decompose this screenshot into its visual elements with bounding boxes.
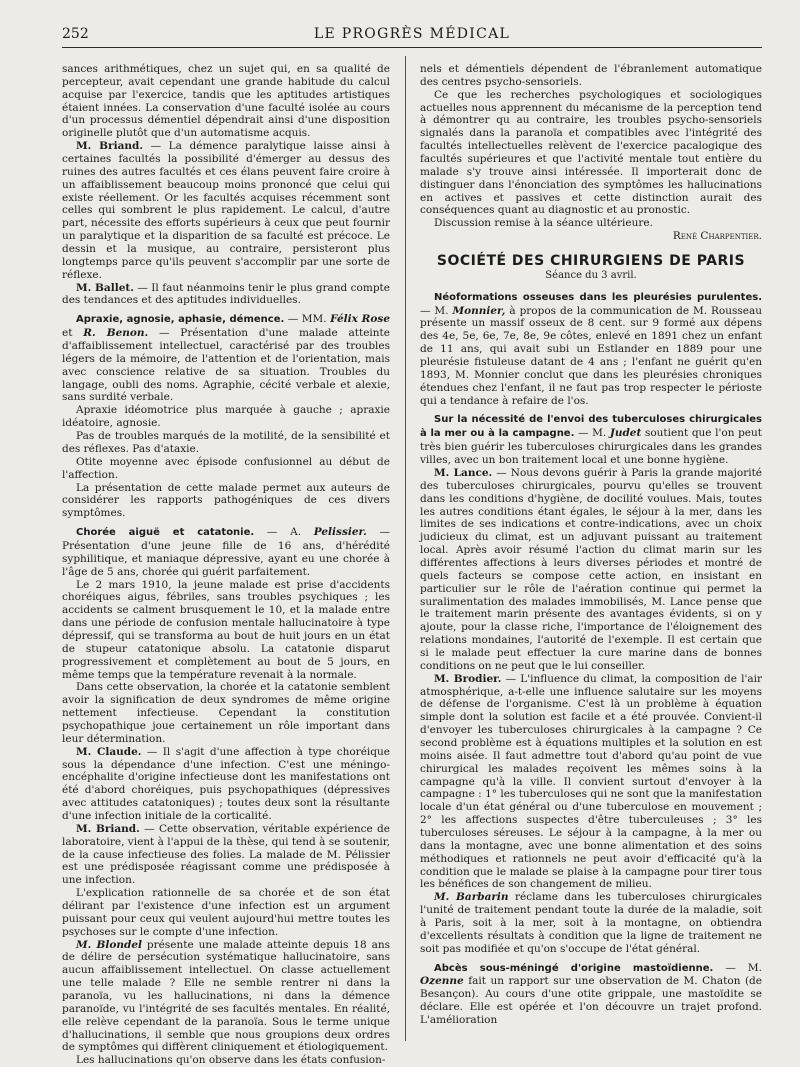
paragraph: Apraxie idéomotrice plus marquée à gauche ; apraxie idéatoire, agnosie.: [62, 404, 390, 430]
paragraph-text: — Il s'agit d'une affection à type choréique sous la dépendance d'une infection. C'est une méningo-encéphalite d'origine infectieuse dont les manifestations ont été d'abord choréiques, puis psychopathiques (dépressives avec attitudes catatoniques) ; toutes deux sont la résultante d'une infection initiale de la corticalité.: [62, 745, 390, 822]
column-divider: [405, 56, 406, 1041]
speaker-name: M. Briand.: [76, 822, 140, 835]
speaker-name: M. Briand.: [76, 140, 144, 153]
paragraph-text: — Il faut néanmoins tenir le plus grand compte des tendances et des aptitudes individuelles.: [62, 281, 390, 307]
paragraph: Les hallucinations qu'on observe dans les états confusion-: [76, 1054, 386, 1067]
author-name: Pelissier.: [313, 526, 367, 539]
page-header: [62, 26, 762, 48]
section-title: Abcès sous-méningé d'origine mastoïdienne.: [434, 962, 714, 974]
paragraph: [62, 282, 390, 308]
section-title: Sur la nécessité de l'envoi des tuberculoses chirurgicales à la mer ou à la campagne.: [420, 414, 762, 440]
paragraph-text: — Cette observation, véritable expérience de laboratoire, vient à l'appui de la thèse, qui tend à se soutenir, de la cause infectieuse des folies. La malade de M. Pélissier est une prédisposée réagissant comme une prédisposée à une infection.: [62, 822, 390, 887]
section-title: Apraxie, agnosie, aphasie, démence.: [76, 314, 285, 326]
speaker-name: M. Barbarin: [434, 891, 509, 904]
speaker-name: M. Ballet.: [76, 281, 134, 294]
paragraph-text: — L'influence du climat, la composition de l'air atmosphérique, a-t-elle une influence salutaire sur les moyens de défense de l'organisme. C'est là un problème à équation simple dont la solution est facile et a été prouvée. Convient-il d'envoyer les tuberculoses chirurgicales à la campagne ? Ce second problème est à équations multiples et la solution en est moins aisée. Il faut admettre tout d'abord qu'au point de vue chirurgical les malades reçoivent les mêmes soins à la campagne qu'à la ville. Il convient surtout d'envoyer à la campagne : 1° les tuberculoses qui ne sont que la manifestation locale d'un état général ou d'une tuberculose en mouvement ; 2° les affections suspectes d'être tuberculeuses ; 3° les tuberculoses séreuses. Le séjour à la campagne, à la mer ou dans la montagne, avec une bonne alimentation et des soins méthodiques et rationnels ne peut avoir d'efficacité qu'à la condition que le malade se plaise à la campagne pour tirer tous les bénéfices de son changement de milieu.: [420, 672, 762, 891]
author-name: Monnier,: [452, 304, 506, 317]
text: — A.: [254, 526, 314, 539]
paragraph: La présentation de cette malade permet aux auteurs de considérer les rapports pathogéniques de ces divers symptômes.: [62, 481, 390, 520]
paragraph: [62, 746, 390, 823]
seance-date: Séance du 3 avril.: [545, 269, 637, 281]
text: — M.: [420, 304, 453, 317]
section-neoformations: [420, 291, 762, 408]
section-tuberculoses: [420, 413, 762, 466]
speaker-name: M. Claude.: [76, 745, 142, 758]
speaker-name: M. Blondel: [76, 938, 143, 951]
paragraph-text: — La démence paralytique laisse ainsi à certaines facultés la possibilité d'émerger au dessus des ruines des autres facultés et ces élans peuvent faire croire à un affaiblissement beaucoup moins prononcé que celui qui existe réellement. Or les facultés acquises récemment sont celles qui sombrent le plus rapidement. Le calcul, d'autre part, nécessite des efforts supérieurs à ceux que peut fournir un paralytique et la disparition de sa faculté est précoce. Le dessin et la musique, au contraire, persisteront plus longtemps parce qu'ils peuvent s'accomplir par une sorte de réflexe.: [62, 140, 390, 281]
paragraph: L'explication rationnelle de sa chorée et de son état délirant par l'existence d'une infection est un argument puissant pour ceux qui veulent aujourd'hui mettre toutes les psychoses sur le compte d'une infection.: [62, 887, 390, 938]
page-number: 252: [62, 26, 89, 42]
paragraph: Discussion remise à la séance ultérieure.: [434, 217, 653, 230]
paragraph: Le 2 mars 1910, la jeune malade est prise d'accidents choréiques aigus, fébriles, sans troubles psychiques ; les accidents se calment brusquement le 10, et la malade entre dans une période de confusion mentale hallucinatoire à type dépressif, qui se transforma au bout de huit jours en un état de stupeur catatonique absolu. La catatonie disparut progressivement et complètement au bout de 5 jours, en même temps que la température revenait à la normale.: [62, 578, 390, 681]
paragraph: Pas de troubles marqués de la motilité, de la sensibilité et des réflexes. Pas d'ataxie.: [62, 430, 390, 455]
speaker-name: M. Brodier.: [434, 672, 502, 685]
society-title: SOCIÉTÉ DES CHIRURGIENS DE PARIS: [436, 253, 746, 270]
paragraph: [420, 467, 762, 673]
text: et: [62, 327, 84, 340]
author-name: Félix Rose: [330, 313, 390, 326]
text: — M.: [713, 961, 762, 974]
paragraph: [62, 939, 390, 1055]
paragraph-text: — Présentation d'une malade atteinte d'affaiblissement intellectuel, caractérisé par des troubles légers de la mémoire, de l'attention et de l'orientation, mais avec conscience relative de sa situation. Troubles du langage, oubli des noms. Agraphie, cécité verbale et alexie, sans surdité verbale.: [62, 327, 390, 404]
paragraph: [420, 891, 762, 955]
paragraph-text: soutient que l'on peut très bien guérir les tuberculoses chirurgicales dans les grandes villes, avec un bon traitement local et une bonne hygiène.: [420, 427, 762, 467]
paragraph-text: présente une malade atteinte depuis 18 ans de délire de persécution systématique hallucinatoire, sans aucun affaiblissement intellectuel. On classe actuellement une telle malade ? Elle ne semble rentrer ni dans la paranoïa, vu les hallucinations, ni dans la démence paranoïde, vu l'intégrité de ses facultés mentales. En réalité, elle relève cependant de la paranoïa. Sous le terme unique d'hallucinations, il semble que nous groupions deux ordres de symptômes qui diffèrent cliniquement et étiologiquement.: [62, 938, 390, 1054]
section-choree: [62, 526, 390, 578]
speaker-name: M. Lance.: [434, 466, 493, 479]
section-title: Chorée aiguë et catatonie.: [76, 527, 255, 539]
signature: René Charpentier.: [672, 230, 762, 243]
author-name: R. Benon.: [83, 327, 149, 340]
left-column: [62, 63, 390, 1067]
paragraph-text: à propos de la communication de M. Rousseau présente un massif osseux de 8 cent. sur 9 formé aux dépens des 4e, 5e, 6e, 7e, 8e, 9e côtes, enlevé en 1891 chez un enfant de 11 ans, qui avait subi un Estlander en 1889 pour une pleurésie fistuleuse datant de 4 ans ; l'enfant ne guérit qu'en 1893, M. Monnier conclut que dans les pleurésies chroniques étendues chez l'enfant, il ne faut pas trop respecter le périoste qui a tendance à refaire de l'os.: [420, 304, 763, 407]
paragraph-text: — Nous devons guérir à Paris la grande majorité des tuberculoses chirurgicales, pourvu qu'elles se trouvent dans les conditions d'hygiène, de docilité voulues. Mais, toutes les autres conditions étant égales, le séjour à la mer, dans les limites de ses indications et contre-indications, avec un choix judicieux du climat, est un adjuvant puissant au traitement local. Après avoir résumé l'action du climat marin sur les différentes affections à leurs diverses périodes et montré de quels facteurs se compose cette action, en insistant en particulier sur le rôle de l'aération continue qui permet la suralimentation des malades immobilisés, M. Lance pense que le traitement marin présente des avantages évidents, si on y ajoute, pour la classe riche, l'importance de l'éloignement des relations mondaines, l'autorité de l'exemple. Il est certain que si le malade peut effectuer la cure marine dans de bonnes conditions on ne peut que le lui conseiller.: [420, 466, 763, 672]
paragraph: nels et démentiels dépendent de l'ébranlement automatique des centres psycho-sensoriels.: [420, 63, 762, 88]
section-apraxie: [62, 313, 390, 404]
text: — M.: [574, 427, 610, 440]
paragraph: [420, 673, 762, 892]
paragraph: Ce que les recherches psychologiques et sociologiques actuelles nous apprennent du mécanisme de la perception tend à démontrer qu au contraire, les troubles psycho-sensoriels signalés dans la paranoïa et compatibles avec l'intégrité des facultés intellectuelles relèvent de l'exercice pacalogique des facultés supérieures et que l'activité mentale tout entière du malade s'y trouve ainsi intéressée. Il importerait donc de distinguer dans l'énonciation des symptômes les hallucinations en actives et passives et cette distinction aurait des conséquences quant au diagnostic et au pronostic.: [420, 88, 762, 217]
paragraph: Dans cette observation, la chorée et la catatonie semblent avoir la signification de deux syndromes de même origine nettement infectieuse. Cependant la constitution psychopathique joue certainement un rôle important dans leur détermination.: [62, 681, 390, 745]
paragraph: [62, 823, 390, 887]
paragraph-text: fait un rapport sur une observation de M. Chaton (de Besançon). Au cours d'une otite grippale, une mastoïdite se déclare. Elle est opérée et l'on découvre un trajet profond. L'amélioration: [420, 975, 762, 1027]
paragraph-text: réclame dans les tuberculoses chirurgicales l'unité de traitement pendant toute la durée de la maladie, soit à Paris, soit à la mer, soit à la montagne, on obtiendra d'excellents résultats à condition que la ligne de traitement ne soit pas modifiée et qu'on s'occupe de l'état général.: [420, 891, 762, 955]
text: — MM.: [284, 313, 331, 326]
paragraph: [62, 140, 390, 281]
section-title: Néoformations osseuses dans les pleurésies purulentes.: [434, 291, 762, 303]
right-column: [420, 63, 762, 1041]
section-abces: [420, 962, 762, 1027]
paragraph-text: — Présentation d'une jeune fille de 16 ans, d'hérédité syphilitique, et maniaque dépressive, ayant eu une chorée à l'âge de 5 ans, chorée qui guérit parfaitement.: [62, 526, 390, 578]
author-name: Judet: [609, 427, 642, 440]
paragraph: Otite moyenne avec épisode confusionnel au début de l'affection.: [62, 455, 390, 481]
author-name: Ozenne: [420, 975, 464, 988]
paragraph: sances arithmétiques, chez un sujet qui, en sa qualité de percepteur, avait cependant une grande habitude du calcul acquise par l'exercice, tandis que les aptitudes artistiques étaient innées. La conservation d'une faculté isolée au cours d'un processus démentiel dépendrait ainsi d'une disposition originelle plutôt que d'un automatisme acquis.: [62, 63, 390, 140]
header-rule: [62, 47, 762, 48]
journal-title: LE PROGRÈS MÉDICAL: [313, 26, 511, 42]
